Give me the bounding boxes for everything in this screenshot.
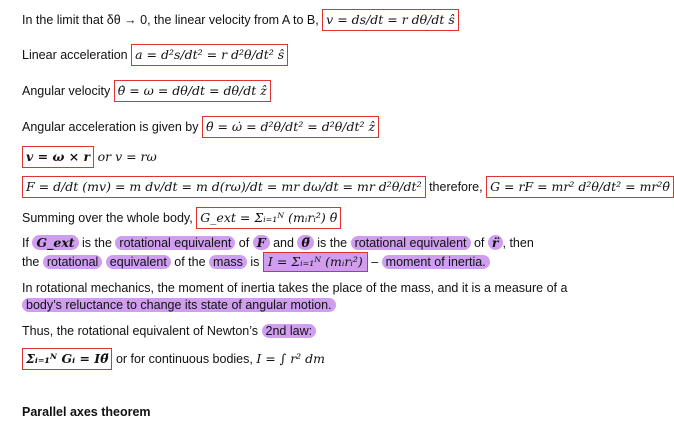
equivalent-highlight: equivalent [106, 255, 171, 269]
rotational-mechanics-text: In rotational mechanics, the moment of inertia takes the place of the mass, and it is a measure of a [22, 281, 568, 295]
cross-product-line [22, 146, 157, 168]
summing-text: Summing over the whole body, [22, 211, 193, 225]
cross-product-alt: or v = rω [97, 149, 157, 164]
force-formula: F = d/dt (mv) = m dv/dt = m d(rω)/dt = mr dω/dt = mr d²θ/dt² [22, 176, 426, 198]
reluctance-highlight: body’s reluctance to change its state of angular motion. [22, 298, 336, 312]
angular-velocity-formula: θ̇ = ω = dθ/dt = dθ/dt ẑ [114, 80, 271, 102]
newton-law-line [22, 323, 316, 339]
summing-line [22, 207, 341, 229]
angular-accel-text: Angular acceleration is given by [22, 120, 199, 134]
law-text: law: [289, 324, 313, 338]
continuous-bodies-text: or for continuous bodies, [115, 352, 253, 366]
g-ext-highlight: G_ext [32, 235, 78, 250]
of-text-2: of [473, 236, 485, 250]
rotational-mechanics-line-2 [22, 297, 336, 313]
and-text: and [273, 236, 294, 250]
velocity-formula: v = ds/dt = r dθ/dt ŝ [322, 9, 459, 31]
heading-text: Parallel axes theorem [22, 405, 151, 419]
is-text: is [250, 255, 260, 269]
velocity-text: In the limit that δθ → 0, the linear velocity from A to B, [22, 13, 319, 27]
rotational-equivalent-highlight-2: rotational equivalent [351, 236, 471, 250]
rotational-mechanics-line-1 [22, 280, 567, 296]
rotational-highlight: rotational [43, 255, 102, 269]
is-the-text: is the [82, 236, 112, 250]
force-torque-line [22, 176, 674, 198]
angular-velocity-line [22, 80, 271, 102]
parallel-axes-heading [22, 404, 151, 420]
angular-accel-formula: θ̈ = ω̇ = d²θ/dt² = d²θ/dt² ẑ [202, 116, 379, 138]
velocity-line [22, 9, 459, 31]
is-the-text-2: is the [317, 236, 348, 250]
equivalence-paragraph [22, 234, 552, 272]
cross-product-formula: v = ω × r [22, 146, 94, 168]
mass-highlight: mass [209, 255, 247, 269]
then-the-text: , then the [22, 236, 534, 269]
torque-formula: G = rF = mr² d²θ/dt² = mr²θ̈ [486, 176, 674, 198]
linear-accel-text: Linear acceleration [22, 48, 128, 62]
moment-inertia-formula: I = Σᵢ₌₁ᴺ (mᵢrᵢ²) [263, 252, 368, 272]
of-the-text: of the [174, 255, 206, 269]
dash-text: – [371, 255, 379, 269]
angular-accel-line [22, 116, 379, 138]
linear-accel-line [22, 44, 288, 66]
sum-torque-formula: Σᵢ₌₁ᴺ Gᵢ = Iθ̈ [22, 348, 112, 370]
theta-dd-highlight: θ̈ [297, 235, 313, 250]
f-highlight: F [253, 235, 270, 250]
sum-torque-line [22, 348, 325, 370]
second-text: 2nd [265, 324, 287, 338]
r-dd-highlight: r̈ [488, 235, 503, 250]
g-ext-formula: G_ext = Σᵢ₌₁ᴺ (mᵢrᵢ²) θ̈ [196, 207, 341, 229]
angular-velocity-text: Angular velocity [22, 84, 111, 98]
therefore-text: therefore, [429, 180, 483, 194]
newton-law-text: Thus, the rotational equivalent of Newton’s [22, 324, 259, 338]
of-text: of [238, 236, 250, 250]
integral-formula: I = ∫ r² dm [256, 351, 326, 366]
second-law-highlight [262, 324, 317, 338]
if-text: If [22, 236, 29, 250]
moment-of-inertia-highlight: moment of inertia. [382, 255, 490, 269]
linear-accel-formula: a = d²s/dt² = r d²θ/dt² ŝ [131, 44, 288, 66]
rotational-equivalent-highlight-1: rotational equivalent [115, 236, 235, 250]
